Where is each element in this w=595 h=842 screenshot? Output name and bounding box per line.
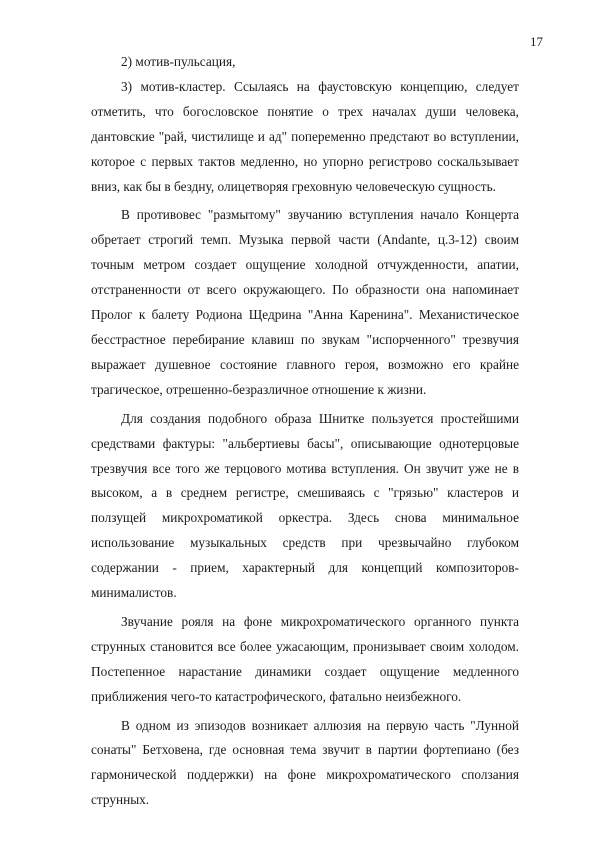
body-text: [91, 50, 519, 813]
page-number: 17: [530, 34, 543, 49]
paragraph-piano-sound: Звучание рояля на фоне микрохроматического органного пункта струнных становится все более ужасающим, пронизывает своим холодом. Постепенное нарастание динамики создает ощущение медленного приближения чего-то катастрофического, фатально неизбежного.: [91, 613, 519, 704]
paragraph-concerto-tempo: В противовес "размытому" звучанию вступления начало Концерта обретает строгий темп. Музыка первой части (Andante, ц.3-12) своим точным метром создает ощущение холодной отчужденности, апатии, отстраненности от всего окружающего. По образности она напоминает Пролог к балету Родиона Щедрина "Анна Каренина". Механистическое бесстрастное перебирание клавиш по звукам "испорченного" трезвучия выражает душевное состояние главного героя, возможно его крайне трагическое, отрешенно-безразличное отношение к жизни.: [91, 207, 519, 397]
paragraph-motif-pulsation: 2) мотив-пульсация,: [121, 54, 236, 69]
paragraph-motif-cluster: 3) мотив-кластер. Ссылаясь на фаустовскую концепцию, следует отметить, что богословское понятие о трех началах души человека, дантовские "рай, чистилище и ад" попеременно предстают во вступлении, которое с первых тактов медленно, но упорно регистрово соскальзывает вниз, как бы в бездну, олицетворяя греховную человеческую сущность.: [91, 78, 519, 194]
paragraph-texture-means: Для создания подобного образа Шнитке пользуется простейшими средствами фактуры: "альбертиевы басы", описывающие однотерцовые трезвучия все того же терцового мотива вступления. Он звучит уже не в высоком, а в среднем регистре, смешиваясь с "грязью" кластеров и ползущей микрохроматикой оркестра. Здесь снова минимальное использование музыкальных средств при чрезвычайно глубоком содержании - прием, характерный для концепций композиторов-минималистов.: [91, 410, 519, 601]
paragraph-moonlight-allusion: В одном из эпизодов возникает аллюзия на первую часть "Лунной сонаты" Бетховена, где основная тема звучит в партии фортепиано (без гармонической поддержки) на фоне микрохроматического сползания струнных.: [91, 717, 519, 808]
